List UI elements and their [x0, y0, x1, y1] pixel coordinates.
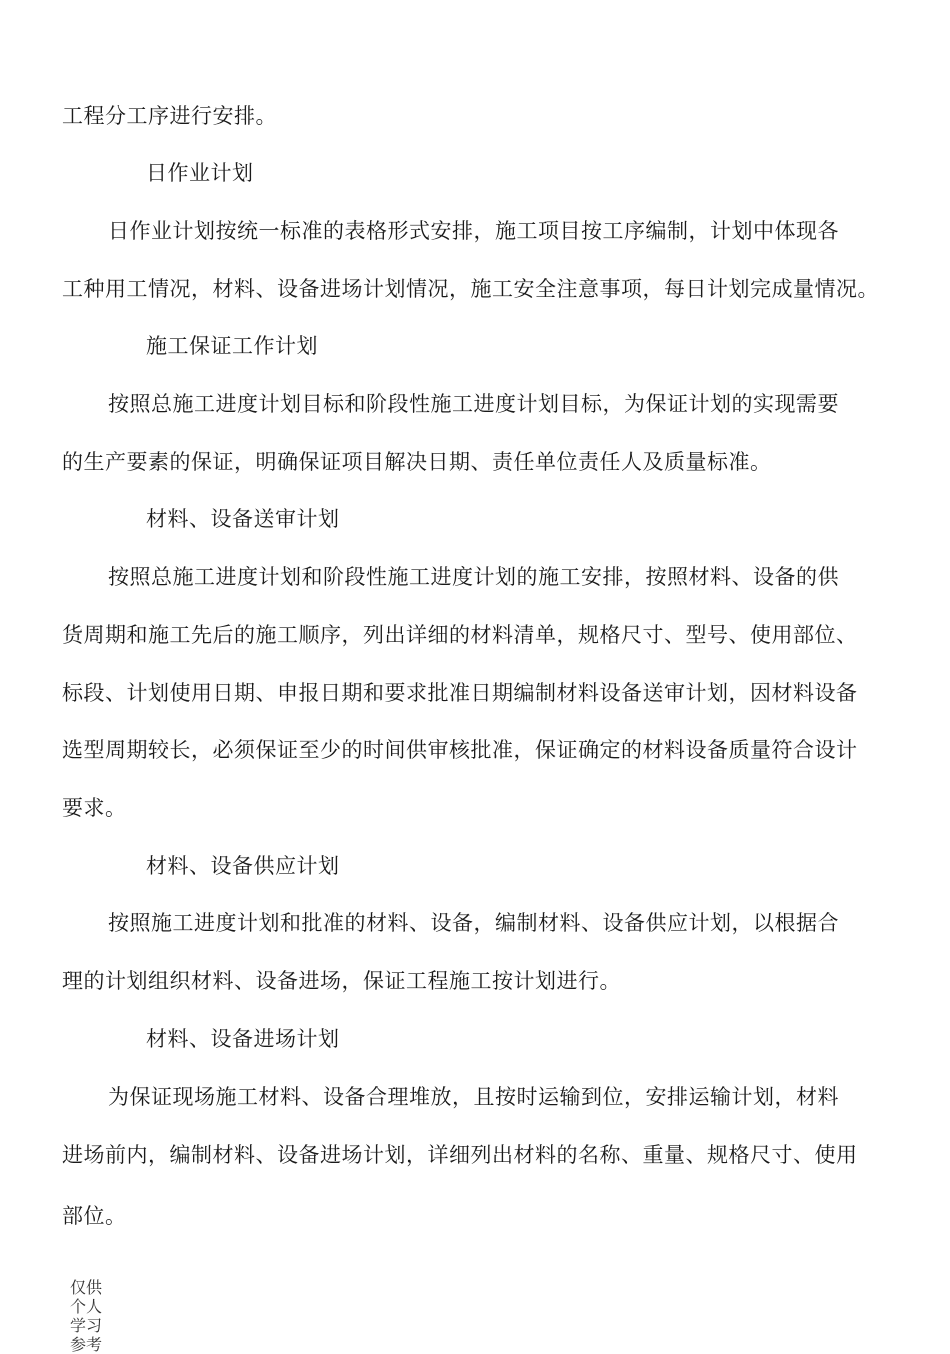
section-heading: 日作业计划	[146, 161, 254, 185]
section-heading: 材料、设备送审计划	[146, 507, 340, 531]
paragraph-line: 部位。	[62, 1204, 127, 1228]
paragraph-line: 进场前内，编制材料、设备进场计划，详细列出材料的名称、重量、规格尺寸、使用	[62, 1143, 858, 1167]
paragraph-line: 货周期和施工先后的施工顺序，列出详细的材料清单，规格尺寸、型号、使用部位、	[62, 623, 858, 647]
paragraph-line: 标段、计划使用日期、申报日期和要求批准日期编制材料设备送审计划，因材料设备	[62, 681, 858, 705]
paragraph-line: 工种用工情况，材料、设备进场计划情况，施工安全注意事项，每日计划完成量情况。	[62, 277, 879, 301]
section-heading: 材料、设备供应计划	[146, 854, 340, 878]
paragraph-line: 按照总施工进度计划目标和阶段性施工进度计划目标，为保证计划的实现需要	[108, 392, 839, 416]
paragraph-line: 工程分工序进行安排。	[62, 104, 277, 128]
paragraph-line: 选型周期较长，必须保证至少的时间供审核批准，保证确定的材料设备质量符合设计	[62, 738, 858, 762]
paragraph-line: 的生产要素的保证，明确保证项目解决日期、责任单位责任人及质量标准。	[62, 450, 772, 474]
section-heading: 材料、设备进场计划	[146, 1027, 340, 1051]
paragraph-line: 日作业计划按统一标准的表格形式安排，施工项目按工序编制，计划中体现各	[108, 219, 839, 243]
paragraph-line: 理的计划组织材料、设备进场，保证工程施工按计划进行。	[62, 969, 621, 993]
paragraph-line: 按照总施工进度计划和阶段性施工进度计划的施工安排，按照材料、设备的供	[108, 565, 839, 589]
section-heading: 施工保证工作计划	[146, 334, 318, 358]
paragraph-line: 按照施工进度计划和批准的材料、设备，编制材料、设备供应计划，以根据合	[108, 911, 839, 935]
paragraph-line: 为保证现场施工材料、设备合理堆放，且按时运输到位，安排运输计划，材料	[108, 1085, 839, 1109]
watermark-text: 仅供个人学习参考	[70, 1278, 103, 1354]
paragraph-line: 要求。	[62, 796, 127, 820]
